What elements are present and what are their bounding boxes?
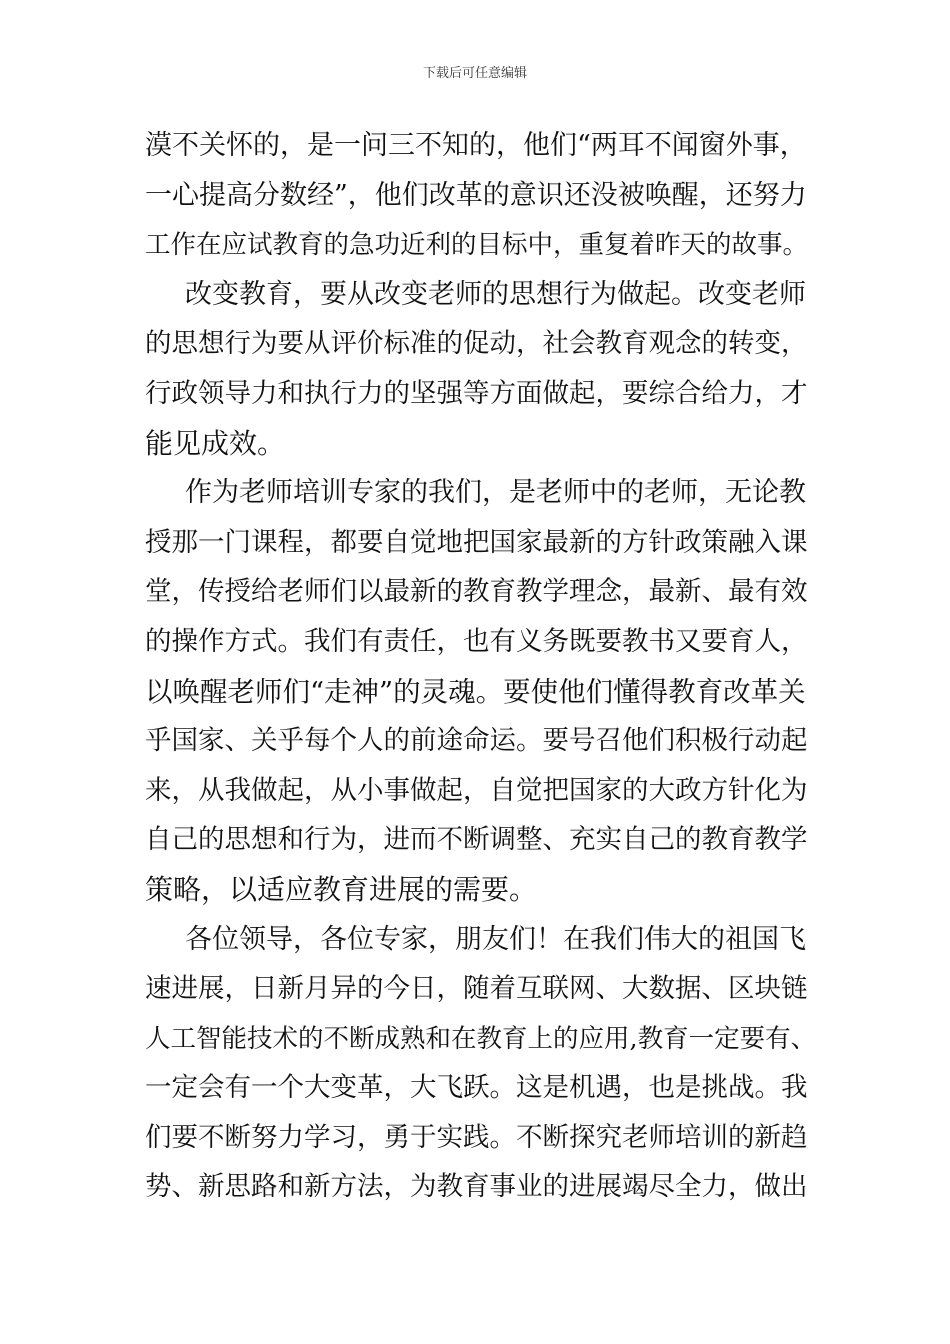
text-line: 作为老师培训专家的我们，是老师中的老师，无论教 [185, 477, 806, 509]
text-line: 一定会有一个大变革，大飞跃。这是机遇，也是挑战。我 [145, 1072, 808, 1104]
text-line: 的思想行为要从评价标准的促动，社会教育观念的转变， [145, 328, 808, 360]
text-line: 授那一门课程，都要自觉地把国家最新的方针政策融入课 [145, 526, 808, 558]
text-line: 漠不关怀的，是一问三不知的，他们“两耳不闻窗外事， [145, 130, 807, 161]
text-line: 能见成效。 [145, 426, 286, 460]
text-line: 人工智能技术的不断成熟和在教育上的应用,教育一定要有、 [145, 1023, 817, 1054]
text-line: 行政领导力和执行力的坚强等方面做起，要综合给力，才 [145, 377, 808, 409]
text-line: 速进展，日新月异的今日，随着互联网、大数据、区块链 [145, 973, 808, 1005]
text-line: 乎国家、关乎每个人的前途命运。要号召他们积极行动起 [145, 725, 808, 757]
text-line: 堂，传授给老师们以最新的教育教学理念，最新、最有效 [145, 576, 808, 608]
document-body [145, 128, 815, 1219]
text-line: 来，从我做起，从小事做起，自觉把国家的大政方针化为 [145, 774, 808, 806]
text-line: 改变教育，要从改变老师的思想行为做起。改变老师 [185, 278, 806, 310]
text-line: 策略，以适应教育进展的需要。 [145, 872, 538, 906]
page-header: 下载后可任意编辑 [422, 66, 527, 81]
text-line: 以唤醒老师们“走神”的灵魂。要使他们懂得教育改革关 [145, 675, 806, 708]
text-line: 自己的思想和行为，进而不断调整、充实自己的教育教学 [145, 824, 808, 856]
text-line: 一心提高分数经”，他们改革的意识还没被唤醒，还努力 [145, 179, 807, 211]
text-line: 各位领导，各位专家，朋友们！在我们伟大的祖国飞 [185, 923, 806, 955]
text-line: 们要不断努力学习，勇于实践。不断探究老师培训的新趋 [145, 1121, 808, 1153]
text-line: 工作在应试教育的急功近利的目标中，重复着昨天的故事。 [145, 230, 809, 261]
text-line: 的操作方式。我们有责任，也有义务既要教书又要育人， [145, 625, 808, 657]
text-line: 势、新思路和新方法，为教育事业的进展竭尽全力，做出 [145, 1171, 808, 1203]
